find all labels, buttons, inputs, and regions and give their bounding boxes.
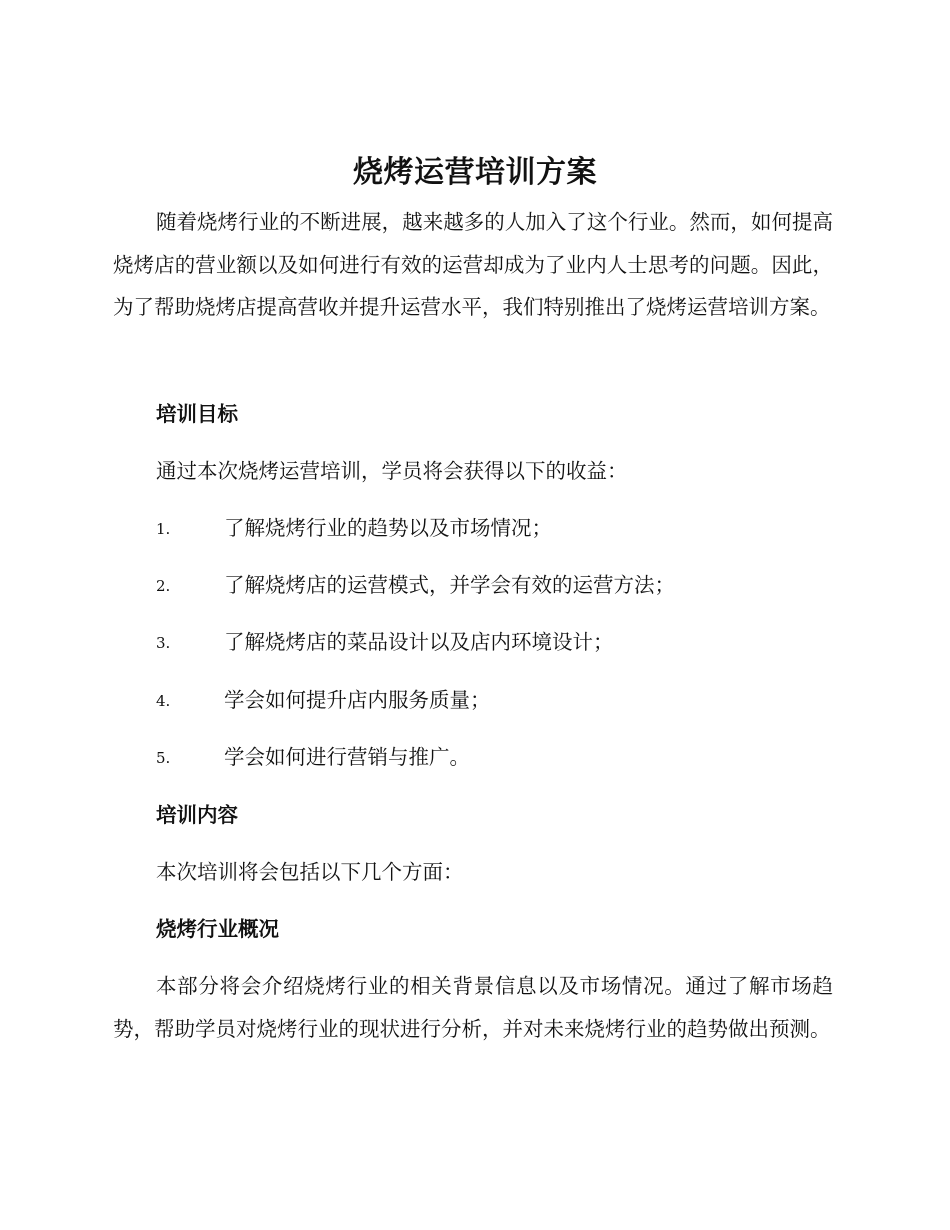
list-item	[156, 743, 836, 771]
overview-heading: 烧烤行业概况	[156, 917, 279, 941]
list-item-text: 了解烧烤行业的趋势以及市场情况；	[224, 516, 552, 540]
list-item-text: 了解烧烤店的运营模式，并学会有效的运营方法；	[224, 573, 675, 597]
list-item	[156, 514, 836, 542]
list-item-number: 1.	[156, 520, 171, 538]
list-item-text: 学会如何提升店内服务质量；	[224, 688, 491, 712]
list-item-number: 4.	[156, 692, 171, 710]
list-item-number: 3.	[156, 634, 171, 652]
page-title: 烧烤运营培训方案	[353, 155, 597, 190]
goal-heading: 培训目标	[156, 402, 238, 426]
intro-paragraph: 随着烧烤行业的不断进展，越来越多的人加入了这个行业。然而，如何提高烧烤店的营业额以及如何进行有效的运营却成为了业内人士思考的问题。因此，为了帮助烧烤店提高营收并提升运营水平，我们特别推出了烧烤运营培训方案。	[113, 210, 833, 319]
list-item-number: 5.	[156, 749, 171, 767]
list-item	[156, 571, 836, 599]
list-item-text: 了解烧烤店的菜品设计以及店内环境设计；	[224, 630, 614, 654]
content-intro-text: 本次培训将会包括以下几个方面：	[156, 860, 464, 884]
goal-intro-text: 通过本次烧烤运营培训，学员将会获得以下的收益：	[156, 459, 628, 483]
list-item-text: 学会如何进行营销与推广。	[224, 745, 470, 769]
content-heading: 培训内容	[156, 803, 238, 827]
list-item	[156, 628, 836, 656]
list-item-number: 2.	[156, 577, 171, 595]
overview-paragraph: 本部分将会介绍烧烤行业的相关背景信息以及市场情况。通过了解市场趋势，帮助学员对烧烤行业的现状进行分析，并对未来烧烤行业的趋势做出预测。	[113, 974, 833, 1041]
list-item	[156, 686, 836, 714]
